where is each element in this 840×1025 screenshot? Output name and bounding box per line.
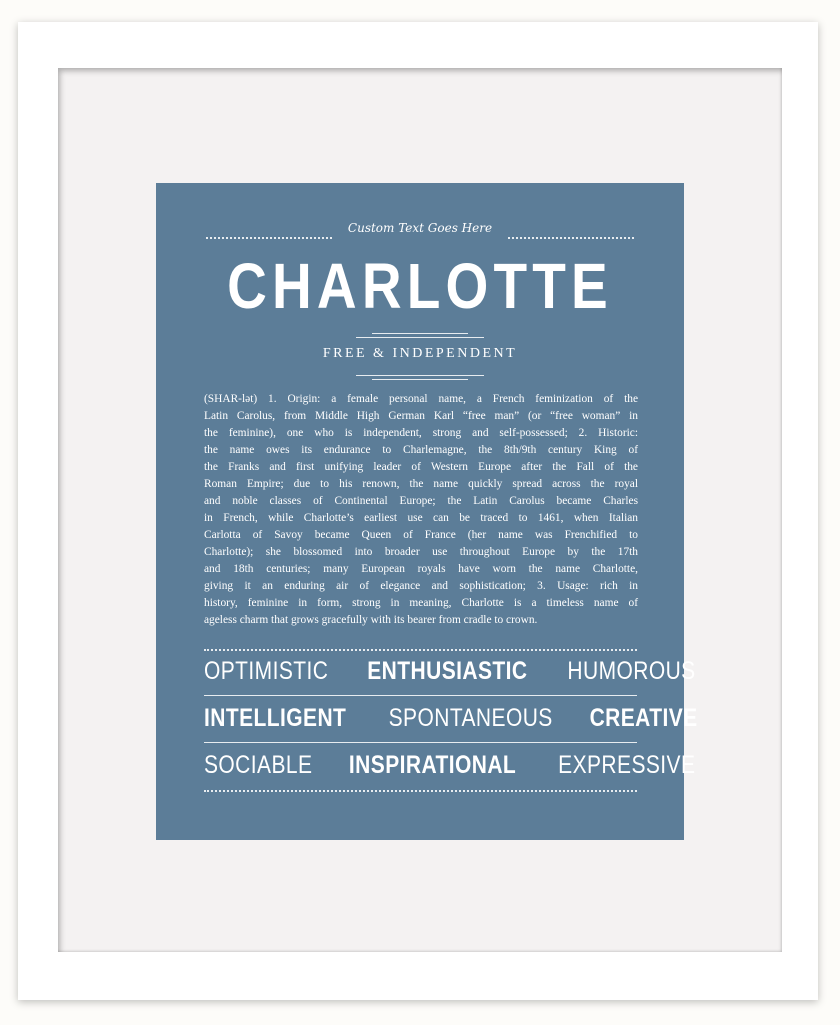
definition-line: the Franks and first unifying leader of Western Europe after the Fall of the — [204, 461, 638, 473]
trait-word: SOCIABLE — [204, 751, 313, 779]
definition-line: in French, while Charlotte’s earliest use can be traced to 1461, when Italian — [204, 512, 638, 524]
definition-line: Charlotte); she blossomed into broader use throughout Europe by the 17th — [204, 546, 638, 558]
traits-top-dotted-line — [204, 649, 637, 651]
definition-line: Carlotta of Savoy became Queen of France (her name was Frenchified to — [204, 529, 638, 541]
top-right-dotted-line — [508, 237, 634, 239]
definition-line: (SHAR-lət) 1. Origin: a female personal name, a French feminization of the — [204, 393, 638, 405]
traits-bottom-dotted-line — [204, 790, 637, 792]
meaning-bottom-rule-long — [356, 375, 484, 376]
name-title: CHARLOTTE — [227, 250, 613, 322]
trait-divider — [204, 695, 637, 696]
trait-word: EXPRESSIVE — [558, 751, 696, 779]
definition-line: ageless charm that grows gracefully with its bearer from cradle to crown. — [204, 614, 538, 626]
meaning-top-rule-long — [356, 337, 484, 338]
definition-line: the feminine), one who is independent, strong and self-possessed; 2. Historic: — [204, 427, 638, 439]
trait-word: HUMOROUS — [567, 657, 696, 685]
top-left-dotted-line — [206, 237, 332, 239]
trait-word-bold: ENTHUSIASTIC — [367, 657, 528, 685]
trait-row-2 — [204, 704, 698, 733]
trait-divider — [204, 742, 637, 743]
name-poster — [156, 183, 698, 840]
name-meaning: FREE & INDEPENDENT — [322, 346, 518, 361]
trait-word-bold: INTELLIGENT — [204, 704, 347, 732]
name-definition — [204, 391, 638, 629]
definition-line: the name owes its endurance to Charlemagne, the 8th/9th century King of — [204, 444, 638, 456]
definition-line: Latin Carolus, from Middle High German Karl “free man” (or “free woman” in — [204, 410, 638, 422]
trait-row-3 — [204, 751, 696, 780]
meaning-bottom-rule — [372, 379, 468, 380]
meaning-top-rule — [372, 333, 468, 334]
definition-line: and noble classes of Continental Europe; the Latin Carolus became Charles — [204, 495, 638, 507]
trait-word-bold: INSPIRATIONAL — [348, 751, 517, 779]
definition-line: giving it an enduring air of elegance and sophistication; 3. Usage: rich in — [204, 580, 638, 592]
custom-text: Custom Text Goes Here — [347, 221, 493, 235]
trait-word-bold: CREATIVE — [589, 704, 698, 732]
definition-line: and 18th centuries; many European royals have worn the name Charlotte, — [204, 563, 638, 575]
trait-word: SPONTANEOUS — [389, 704, 554, 732]
definition-line: Roman Empire; due to his renown, the name quickly spread across the royal — [204, 478, 638, 490]
trait-word: OPTIMISTIC — [204, 657, 329, 685]
trait-row-1 — [204, 657, 696, 686]
definition-line: history, feminine in form, strong in meaning, Charlotte is a timeless name of — [204, 597, 638, 609]
